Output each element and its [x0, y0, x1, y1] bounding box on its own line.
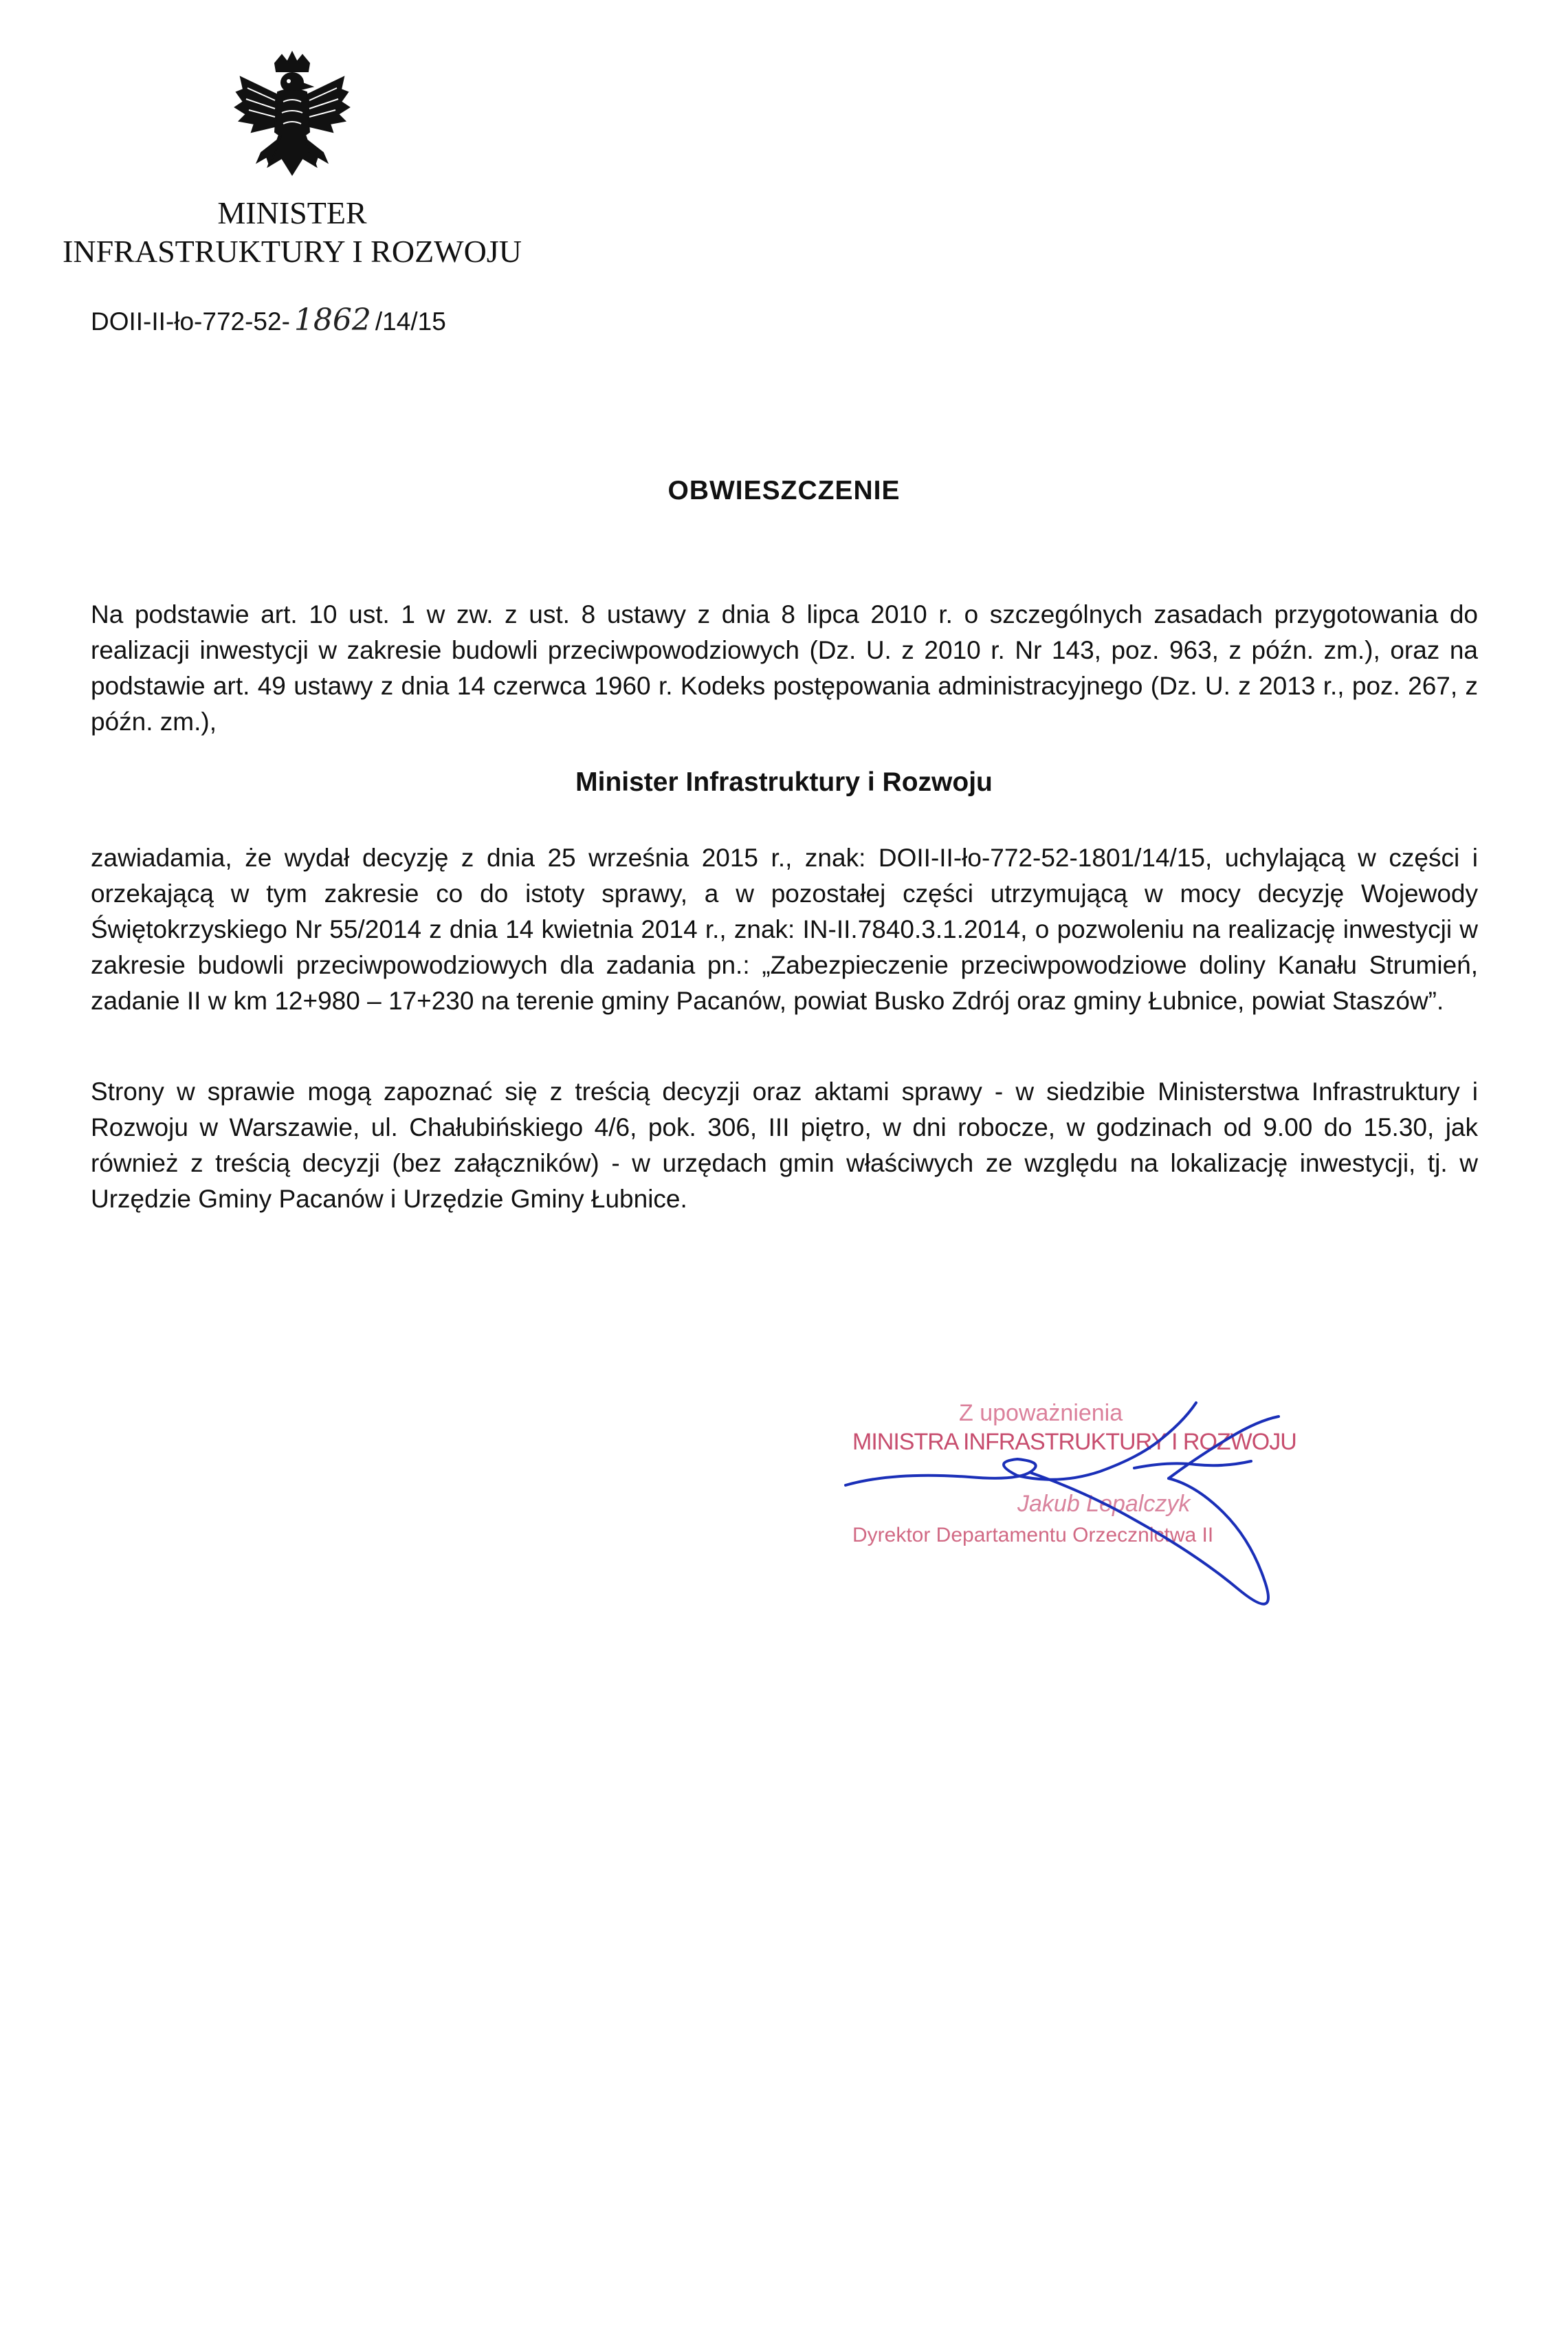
reference-handwritten-number: 1862	[294, 303, 371, 338]
decision-paragraph: zawiadamia, że wydał decyzję z dnia 25 września 2015 r., znak: DOII-II-ło-772-52-1801/14/15, uchylającą w części i orzekającą w tym zakresie co do istoty sprawy, a w pozostałej części utrzymującą w mocy decyzję Wojewody Świętokrzyskiego Nr 55/2014 z dnia 14 kwietnia 2014 r., znak: IN-II.7840.3.1.2014, o pozwoleniu na realizację inwestycji w zakresie budowli przeciwpowodziowych dla zadania pn.: „Zabezpieczenie przeciwpowodziowe doliny Kanału Strumień, zadanie II w km 12+980 – 17+230 na terenie gminy Pacanów, powiat Busko Zdrój oraz gminy Łubnice, powiat Staszów”.	[91, 844, 1478, 1015]
legal-basis-paragraph: Na podstawie art. 10 ust. 1 w zw. z ust. 8 ustawy z dnia 8 lipca 2010 r. o szczególnych zasadach przygotowania do realizacji inwestycji w zakresie budowli przeciwpowodziowych (Dz. U. z 2010 r. Nr 143, poz. 963, z późn. zm.), oraz na podstawie art. 49 ustawy z dnia 14 czerwca 1960 r. Kodeks postępowania administracyjnego (Dz. U. z 2013 r., poz. 267, z późn. zm.),	[91, 600, 1478, 736]
document-title: OBWIESZCZENIE	[667, 476, 901, 505]
ministry-name-line2: INFRASTRUKTURY I ROZWOJU	[63, 234, 522, 269]
polish-eagle-emblem-icon	[227, 50, 357, 187]
access-info-paragraph: Strony w sprawie mogą zapoznać się z treścią decyzji oraz aktami sprawy - w siedzibie Ministerstwa Infrastruktury i Rozwoju w Warszawie, ul. Chałubińskiego 4/6, pok. 306, III piętro, w dni robocze, w godzinach od 9.00 do 15.30, jak również z treścią decyzji (bez załączników) - w urzędach gmin właściwych ze względu na lokalizację inwestycji, tj. w Urzędzie Gminy Pacanów i Urzędzie Gminy Łubnice.	[91, 1077, 1478, 1213]
stamp-authorization-line: Z upoważnienia	[959, 1400, 1123, 1426]
signature-stamp	[811, 1396, 1296, 1623]
ministry-name-line1: MINISTER	[217, 195, 367, 230]
ministry-name	[41, 194, 543, 271]
reference-prefix: DOII-II-ło-772-52-	[91, 307, 290, 336]
issuing-authority: Minister Infrastruktury i Rozwoju	[575, 767, 993, 797]
reference-suffix: /14/15	[375, 307, 446, 336]
reference-number	[91, 303, 446, 338]
handwritten-signature-icon	[811, 1396, 1292, 1623]
stamp-ministry-line: MINISTRA INFRASTRUKTURY I ROZWOJU	[852, 1429, 1296, 1455]
stamp-signatory-position: Dyrektor Departamentu Orzecznictwa II	[852, 1524, 1214, 1546]
stamp-signatory-name: Jakub Lepalczyk	[1017, 1491, 1191, 1517]
